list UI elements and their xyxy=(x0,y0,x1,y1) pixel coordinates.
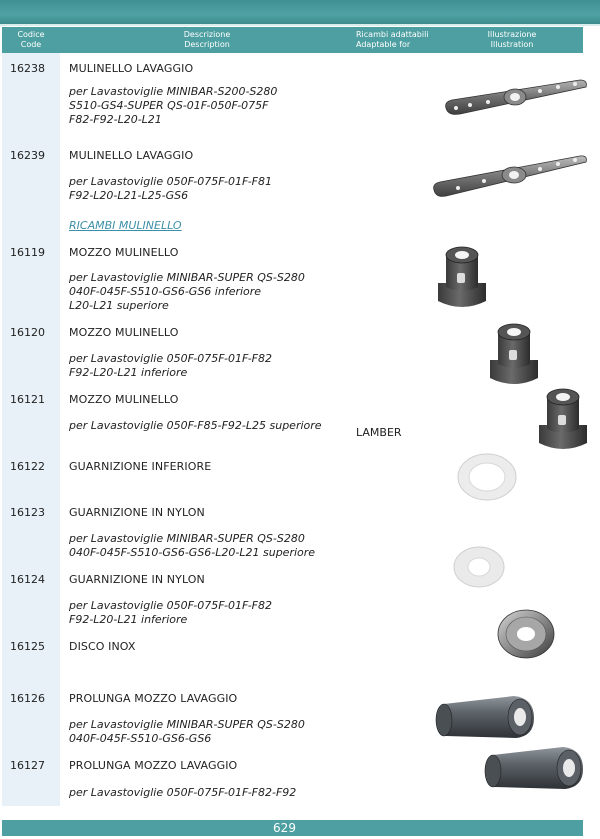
item-note xyxy=(69,718,305,746)
note-line: F92-L20-L21 inferiore xyxy=(69,366,188,379)
brand-label: LAMBER xyxy=(356,426,402,439)
item-title: PROLUNGA MOZZO LAVAGGIO xyxy=(69,759,238,772)
item-code: 16121 xyxy=(10,393,45,406)
header-code-en: Code xyxy=(20,40,42,49)
item-title: MULINELLO LAVAGGIO xyxy=(69,62,194,75)
header-desc-en: Description xyxy=(184,40,230,49)
item-code: 16124 xyxy=(10,573,45,586)
header-ricambi-it: Ricambi adattabili xyxy=(356,30,429,39)
note-line: per Lavastoviglie 050F-075F-01F-F81 xyxy=(69,175,272,188)
item-code: 16119 xyxy=(10,246,45,259)
item-code: 16126 xyxy=(10,692,45,705)
item-code: 16120 xyxy=(10,326,45,339)
item-title: GUARNIZIONE INFERIORE xyxy=(69,460,212,473)
hub-icon xyxy=(484,320,544,388)
header-illustration xyxy=(474,30,550,50)
item-title: MOZZO MULINELLO xyxy=(69,326,179,339)
gasket-icon xyxy=(456,452,518,502)
spray-arm-icon xyxy=(430,148,590,200)
header-ill-it: Illustrazione xyxy=(487,30,537,39)
item-code: 16125 xyxy=(10,640,45,653)
item-note xyxy=(69,599,272,627)
item-code: 16123 xyxy=(10,506,45,519)
page-number: 629 xyxy=(273,821,296,835)
top-divider xyxy=(0,24,600,26)
note-line: S510-GS4-SUPER QS-01F-050F-075F xyxy=(69,99,269,112)
hub-icon xyxy=(533,385,593,453)
note-line: L20-L21 superiore xyxy=(69,299,169,312)
note-line: 040F-045F-S510-GS6-GS6 inferiore xyxy=(69,285,262,298)
note-line: F92-L20-L21 inferiore xyxy=(69,613,188,626)
header-adaptable xyxy=(356,30,446,50)
extension-tube-icon xyxy=(483,743,585,795)
note-line: per Lavastoviglie MINIBAR-S200-S280 xyxy=(69,85,278,98)
item-title: GUARNIZIONE IN NYLON xyxy=(69,506,205,519)
extension-tube-icon xyxy=(434,692,536,744)
item-note xyxy=(69,175,272,203)
note-line: 040F-045F-S510-GS6-GS6-L20-L21 superiore xyxy=(69,546,316,559)
item-code: 16238 xyxy=(10,62,45,75)
item-note xyxy=(69,532,315,560)
section-link-ricambi-mulinello[interactable]: RICAMBI MULINELLO xyxy=(69,219,182,232)
note-line: per Lavastoviglie MINIBAR-SUPER QS-S280 xyxy=(69,271,305,284)
item-code: 16122 xyxy=(10,460,45,473)
hub-icon xyxy=(432,243,492,311)
steel-disc-icon xyxy=(496,608,556,660)
gasket-icon xyxy=(452,545,506,589)
item-title: PROLUNGA MOZZO LAVAGGIO xyxy=(69,692,238,705)
header-code-it: Codice xyxy=(17,30,45,39)
note-line: per Lavastoviglie 050F-075F-01F-F82 xyxy=(69,599,272,612)
item-title: MOZZO MULINELLO xyxy=(69,246,179,259)
item-note xyxy=(69,419,322,433)
table-header xyxy=(2,27,583,53)
note-line: per Lavastoviglie 050F-075F-01F-F82 xyxy=(69,352,272,365)
spray-arm-icon xyxy=(440,72,590,122)
note-line: per Lavastoviglie MINIBAR-SUPER QS-S280 xyxy=(69,532,305,545)
header-ricambi-en: Adaptable for xyxy=(356,40,411,49)
header-ill-en: Illustration xyxy=(490,40,534,49)
header-description xyxy=(142,30,272,50)
item-title: GUARNIZIONE IN NYLON xyxy=(69,573,205,586)
note-line: per Lavastoviglie 050F-F85-F92-L25 superiore xyxy=(69,419,322,432)
item-title: MULINELLO LAVAGGIO xyxy=(69,149,194,162)
item-title: MOZZO MULINELLO xyxy=(69,393,179,406)
page-footer xyxy=(2,820,583,836)
item-note xyxy=(69,786,296,800)
note-line: F82-F92-L20-L21 xyxy=(69,113,162,126)
note-line: 040F-045F-S510-GS6-GS6 xyxy=(69,732,212,745)
item-title: DISCO INOX xyxy=(69,640,136,653)
note-line: per Lavastoviglie MINIBAR-SUPER QS-S280 xyxy=(69,718,305,731)
header-desc-it: Descrizione xyxy=(183,30,231,39)
top-banner xyxy=(0,0,600,24)
item-note xyxy=(69,85,277,127)
note-line: per Lavastoviglie 050F-075F-01F-F82-F92 xyxy=(69,786,297,799)
header-code xyxy=(2,30,60,50)
note-line: F92-L20-L21-L25-GS6 xyxy=(69,189,189,202)
item-note xyxy=(69,271,305,313)
item-note xyxy=(69,352,272,380)
item-code: 16239 xyxy=(10,149,45,162)
item-code: 16127 xyxy=(10,759,45,772)
